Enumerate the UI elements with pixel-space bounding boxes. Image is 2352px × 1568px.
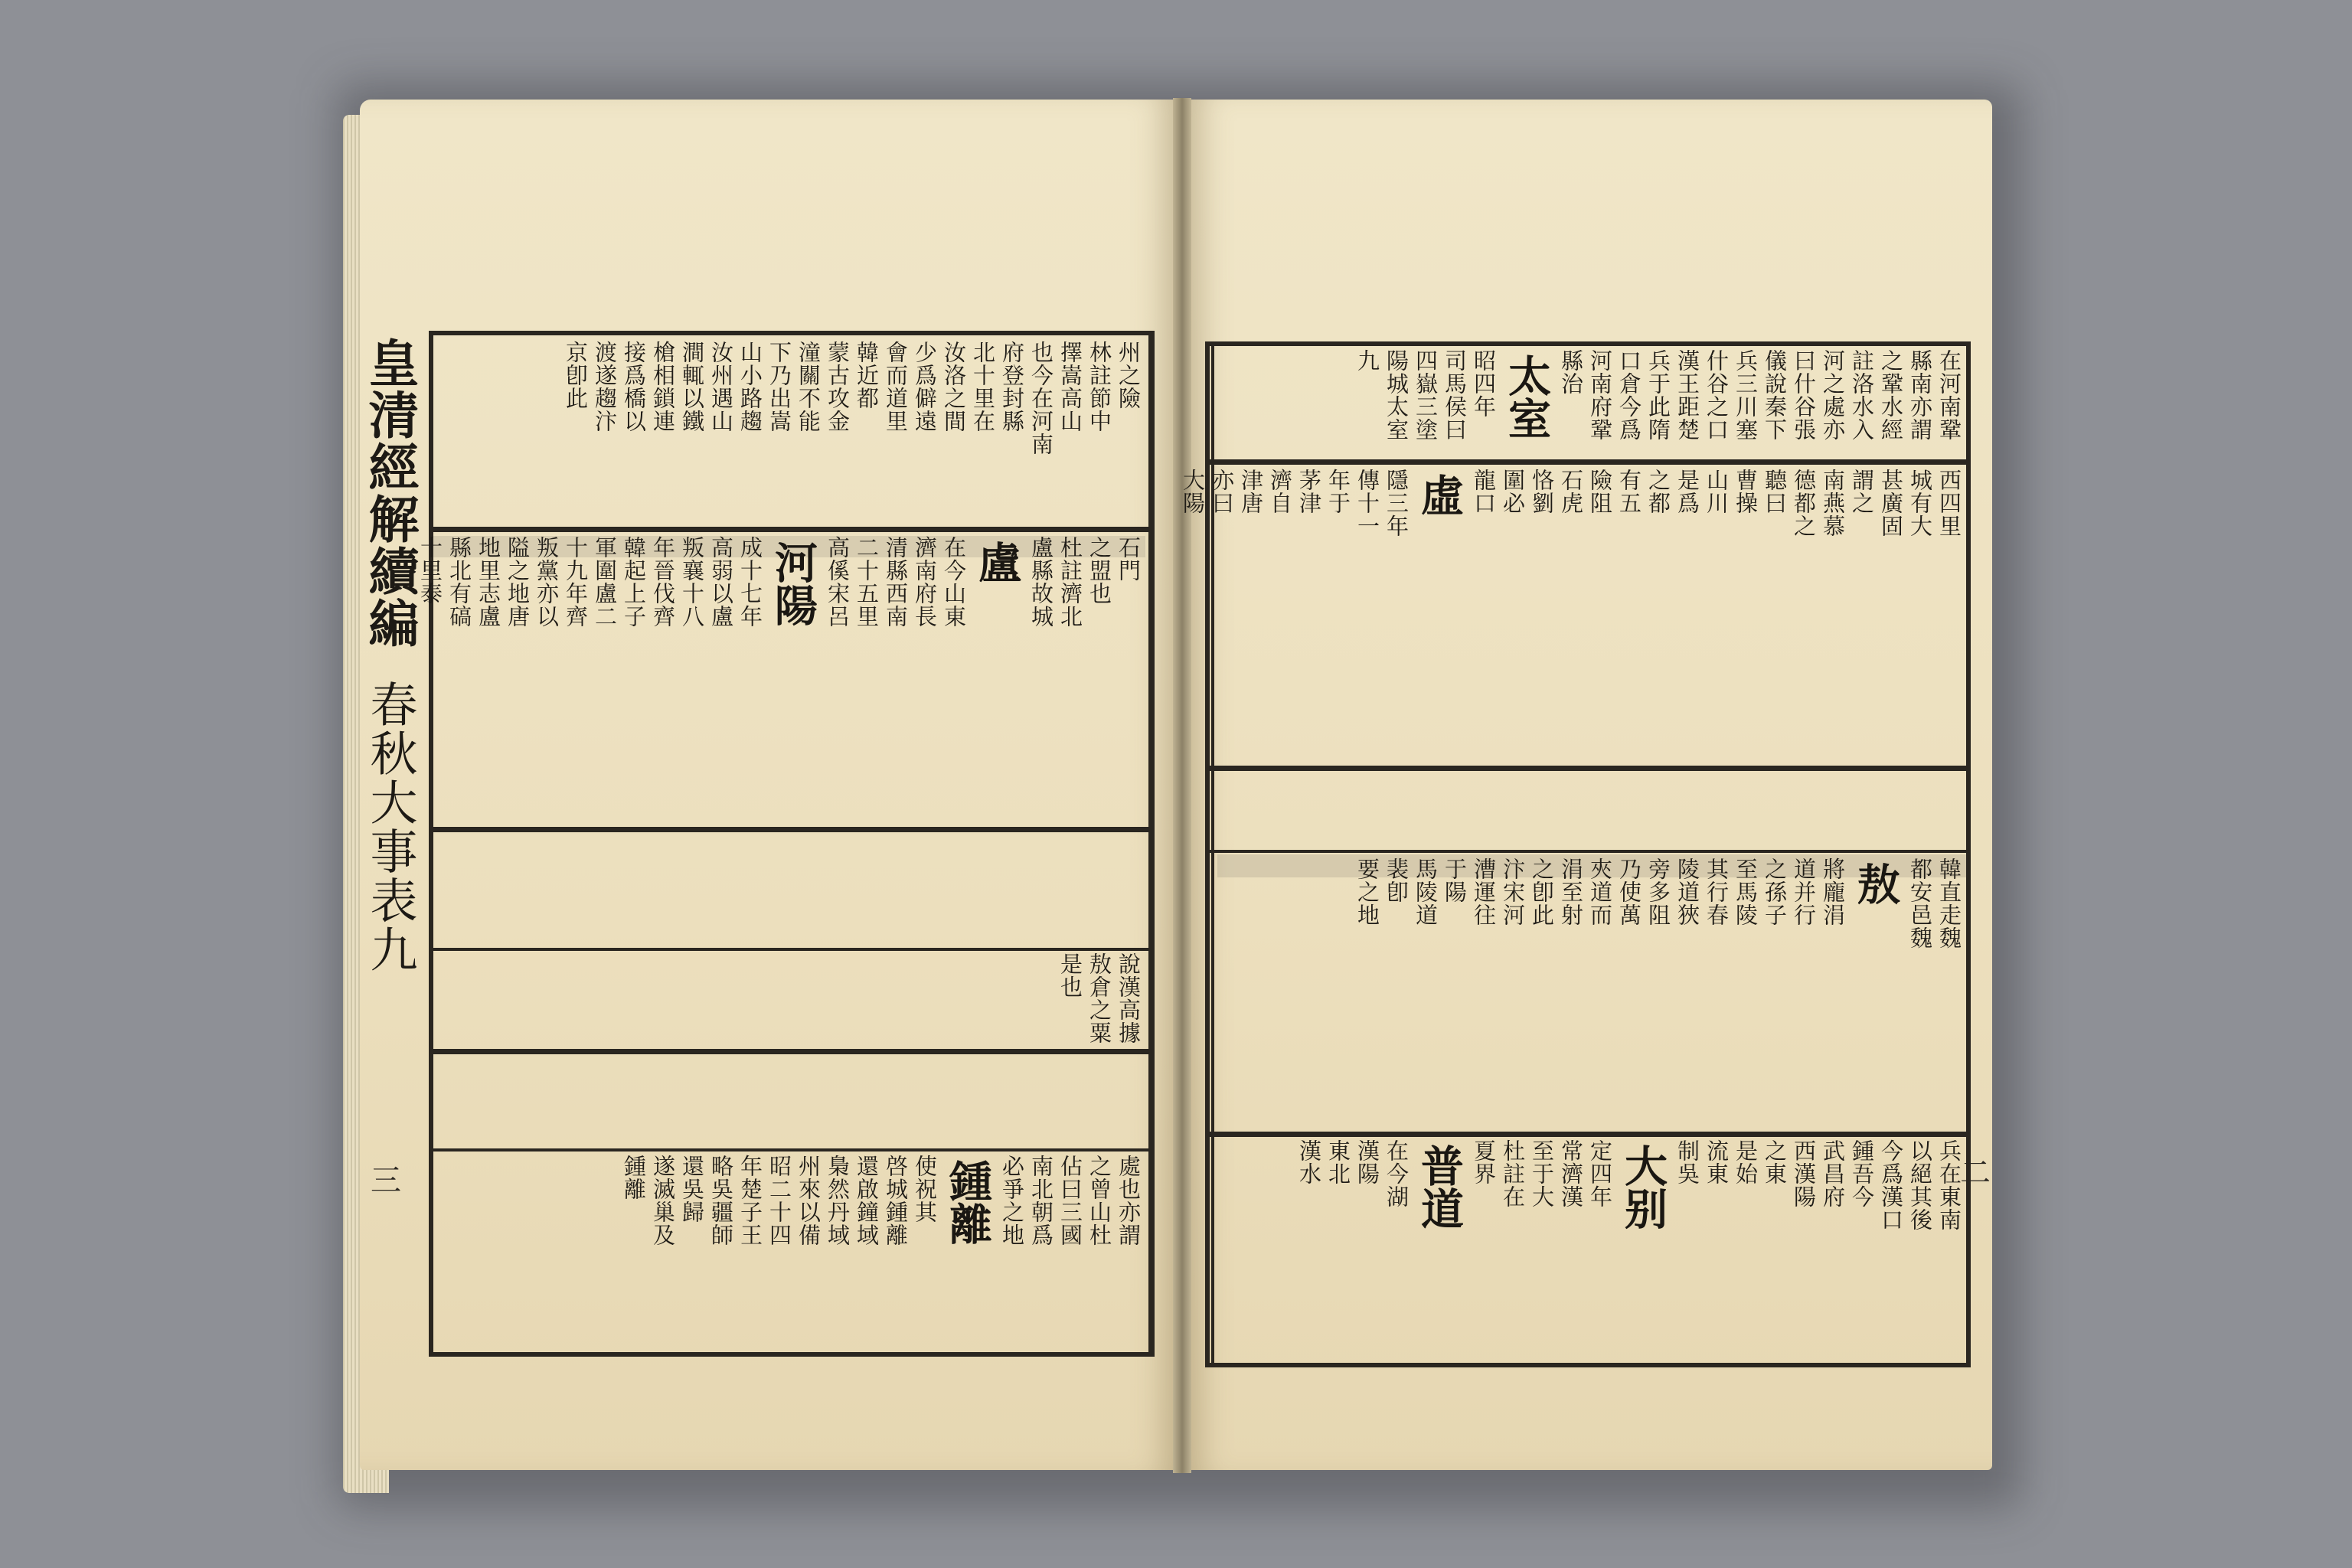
right-row-3 (1220, 858, 1963, 1127)
left-band-divider-1 (429, 527, 1155, 532)
left-row4-col: 還啟鐘域 (854, 1155, 880, 1246)
right-row4-col: 之東 (1762, 1139, 1788, 1185)
right-row4-col: 漢水 (1296, 1139, 1322, 1185)
right-row1b-col: 險阻 (1587, 469, 1613, 514)
right-row3-col: 至馬陵 (1733, 858, 1759, 926)
left-row4-col: 處也亦謂 (1116, 1155, 1142, 1246)
left-row2-col: 韓起上子 (621, 536, 647, 628)
right-band-divider-2 (1205, 766, 1971, 771)
left-row3-col: 說漢高據 (1116, 952, 1142, 1044)
left-row2-col: 高弱以盧 (708, 536, 734, 628)
right-row1b-col: 山川 (1704, 469, 1730, 514)
right-row1-col: 河南府鞏 (1587, 349, 1613, 441)
left-row1-col: 澗輒以鐵 (679, 341, 705, 433)
left-row4-col: 鍾離 (621, 1155, 647, 1200)
left-row2-col: 濟南府長 (912, 536, 938, 628)
right-row1b-col: 圍必 (1500, 469, 1526, 514)
right-row1-col: 兵三川塞 (1733, 349, 1759, 441)
right-row1b-col: 龍口 (1471, 469, 1497, 514)
right-row2-col: 茅津 (1296, 469, 1322, 514)
left-row1-col: 韓近都 (854, 341, 880, 410)
right-row1-col: 註洛水入 (1849, 349, 1875, 441)
left-row4-col: 年楚子王 (737, 1155, 763, 1246)
left-row2-col: 叛襄十八 (679, 536, 705, 628)
left-row4-col: 昭二十四 (766, 1155, 792, 1246)
left-row4-col: 啓城鍾離 (883, 1155, 909, 1246)
left-row-3 (438, 952, 1142, 1044)
left-row4-col: 南北朝爲 (1028, 1155, 1054, 1246)
left-band-divider-4 (429, 1049, 1155, 1054)
right-row3-col: 乃使萬 (1616, 858, 1642, 926)
left-row2-col: 清縣西南 (883, 536, 909, 628)
left-row4-col: 略吳疆師 (708, 1155, 734, 1246)
right-row3-col: 涓至射 (1558, 858, 1584, 926)
right-row4-col: 流東 (1704, 1139, 1730, 1185)
left-row1-col: 會而道里 (883, 341, 909, 433)
left-row2-col: 石門 (1116, 536, 1142, 582)
right-row1b-col: 石虎 (1558, 469, 1584, 514)
right-page-number: 二 (1960, 1155, 1991, 1191)
left-row1-col: 渡遂趨汴 (592, 341, 618, 433)
right-row1-col: 縣治 (1558, 349, 1584, 395)
book-title: 皇清經解續編 (360, 337, 420, 649)
left-band-divider-2 (429, 827, 1155, 832)
left-row1-col: 蒙古攻金 (825, 341, 851, 433)
right-row3-col: 要之地 (1354, 858, 1380, 926)
right-row1-col: 什谷之口 (1704, 349, 1730, 441)
left-row4-col: 州來以備 (795, 1155, 822, 1246)
right-row3-col: 夾道而 (1587, 858, 1613, 926)
right-row4-col: 至于大 (1529, 1139, 1555, 1208)
right-row1-col: 四嶽三塗 (1413, 349, 1439, 441)
right-row1b-col: 有五 (1616, 469, 1642, 514)
right-row3-col: 汴宋河 (1500, 858, 1526, 926)
left-row2-heading: 盧 (972, 541, 1022, 583)
left-row2-col: 成十七年 (737, 536, 763, 628)
left-row1-col: 也今在河南 (1028, 341, 1054, 456)
right-row4-col: 東北 (1325, 1139, 1351, 1185)
right-row1-col: 之鞏水經 (1878, 349, 1904, 441)
left-row1-col: 汝洛之間 (941, 341, 967, 433)
left-row3-col: 敖倉之粟 (1086, 952, 1112, 1044)
right-row3-col: 陵道狹 (1674, 858, 1700, 926)
right-row4-heading: 普道 (1414, 1144, 1465, 1230)
right-row3-col: 裴卽 (1383, 858, 1410, 903)
right-row1-col: 曰什谷張 (1791, 349, 1817, 441)
left-row4-col: 必爭之地 (999, 1155, 1025, 1246)
right-row1-col: 河之處亦 (1820, 349, 1846, 441)
right-row1-col: 兵于此隋 (1645, 349, 1671, 441)
right-row3-col: 都安邑魏 (1907, 858, 1933, 949)
left-row2-col: 二十五里 (854, 536, 880, 628)
left-row4-col: 之曾山杜 (1086, 1155, 1112, 1246)
right-row3-col: 道并行 (1791, 858, 1817, 926)
left-row1-col: 北十里在 (970, 341, 996, 433)
left-row4-heading: 鍾離 (942, 1159, 993, 1245)
right-row-4 (1220, 1139, 1963, 1361)
left-margin-title-column (360, 337, 420, 1363)
right-row4-col: 今爲漢口 (1878, 1139, 1904, 1231)
book-gutter (1173, 98, 1191, 1473)
right-row2-col: 亦曰 (1209, 469, 1235, 514)
right-row1b-col: 西四里 (1936, 469, 1962, 537)
right-row1-col: 在河南鞏 (1936, 349, 1962, 441)
right-row1-col: 陽城太室 (1383, 349, 1410, 441)
left-row2-col: 盧縣故城 (1028, 536, 1054, 628)
right-row4-col: 定四年 (1587, 1139, 1613, 1208)
right-row1b-col: 謂之 (1849, 469, 1875, 514)
right-row4-heading: 大别 (1618, 1144, 1668, 1230)
left-frame-inner-rule (1148, 331, 1152, 1357)
right-row2-col: 濟自 (1267, 469, 1293, 514)
right-row1-col: 漢王距楚 (1674, 349, 1700, 441)
left-row3-col: 是也 (1057, 952, 1083, 998)
left-row2-col: 軍圍盧二 (592, 536, 618, 628)
right-row3-col: 之孫子 (1762, 858, 1788, 926)
left-row4-col: 遂滅巢及 (650, 1155, 676, 1246)
right-row4-col: 西漢陽 (1791, 1139, 1817, 1208)
left-row2-col: 十九年齊 (563, 536, 589, 628)
right-row2-col: 隱三年 (1383, 469, 1410, 537)
left-row4-col: 佔曰三國 (1057, 1155, 1083, 1246)
left-row2-col: 十里泰 (417, 536, 443, 605)
right-row1b-col: 是爲 (1674, 469, 1700, 514)
left-row2-col: 高傒宋呂 (825, 536, 851, 628)
left-row2-col: 年晉伐齊 (650, 536, 676, 628)
left-row1-col: 汝州遇山 (708, 341, 734, 433)
left-row4-col: 使祝其 (912, 1155, 938, 1223)
right-row3-col: 韓直走魏 (1936, 858, 1962, 949)
right-row1-col: 司馬侯曰 (1442, 349, 1468, 441)
left-row4-col: 還吳歸 (679, 1155, 705, 1223)
left-row1-col: 下乃出嵩 (766, 341, 792, 433)
right-row2-col: 年于 (1325, 469, 1351, 514)
left-row-1 (438, 341, 1142, 521)
right-row1-col: 昭四年 (1471, 349, 1497, 418)
right-row4-col: 兵在東南 (1936, 1139, 1962, 1231)
right-row3-col: 之卽此 (1529, 858, 1555, 926)
left-row1-col: 山小路趨 (737, 341, 763, 433)
right-row2-col: 津唐 (1238, 469, 1264, 514)
left-row2-col: 之盟也 (1086, 536, 1112, 605)
right-row1b-col: 恪劉 (1529, 469, 1555, 514)
left-page-number: 三 (371, 1163, 401, 1198)
right-row-1-lower (1180, 469, 1963, 760)
chapter-title: 春秋大事表九 (362, 680, 418, 974)
right-row4-col: 在今湖 (1383, 1139, 1410, 1208)
left-row2-col: 杜註濟北 (1057, 536, 1083, 628)
right-row4-col: 夏界 (1471, 1139, 1497, 1185)
left-row4-col: 梟然丹域 (825, 1155, 851, 1246)
right-row1-col: 縣南亦謂 (1907, 349, 1933, 441)
left-row1-col: 擇嵩高山 (1057, 341, 1083, 433)
right-row4-col: 制吳 (1674, 1139, 1700, 1185)
right-band-divider-3 (1205, 850, 1971, 853)
right-row4-col: 鍾吾今 (1849, 1139, 1875, 1208)
left-row2-col: 縣北有碻 (446, 536, 472, 628)
right-row3-col: 馬陵道 (1413, 858, 1439, 926)
left-row1-col: 潼關不能 (795, 341, 822, 433)
right-row4-col: 是始 (1733, 1139, 1759, 1185)
right-row1-col: 九 (1354, 349, 1380, 372)
left-row2-col: 地里志盧 (475, 536, 501, 628)
right-row1-heading: 太室 (1501, 354, 1552, 439)
right-row1b-col: 南燕慕 (1820, 469, 1846, 537)
right-band-divider-4 (1205, 1132, 1971, 1137)
left-row1-col: 接爲橋以 (621, 341, 647, 433)
right-row2-col: 傳十一 (1354, 469, 1380, 537)
right-row1b-col: 甚廣固 (1878, 469, 1904, 537)
left-band-divider-5 (429, 1148, 1155, 1152)
left-row2-col: 在今山東 (941, 536, 967, 628)
right-row3-col: 漕運往 (1471, 858, 1497, 926)
right-row1b-col: 德都之 (1791, 469, 1817, 537)
right-row3-heading: 敖 (1851, 862, 1901, 905)
right-row4-col: 常濟漢 (1558, 1139, 1584, 1208)
right-row1b-col: 聽曰 (1762, 469, 1788, 514)
left-row-2 (417, 536, 1142, 821)
right-row4-col: 以絕其後 (1907, 1139, 1933, 1231)
left-row1-col: 州之險 (1116, 341, 1142, 410)
left-row2-heading: 河陽 (768, 541, 818, 626)
right-row3-col: 于陽 (1442, 858, 1468, 903)
left-row2-col: 叛黨亦以 (534, 536, 560, 628)
right-row3-col: 將龐涓 (1820, 858, 1846, 926)
right-row4-col: 武昌府 (1820, 1139, 1846, 1208)
left-row1-col: 府登封縣 (999, 341, 1025, 433)
right-row2-heading: 虛 (1414, 473, 1465, 516)
right-row1-col: 儀說秦下 (1762, 349, 1788, 441)
left-row1-col: 林註節中 (1086, 341, 1112, 433)
left-row2-col: 隘之地唐 (505, 536, 531, 628)
right-row1b-col: 之都 (1645, 469, 1671, 514)
left-row1-col: 槍相鎖連 (650, 341, 676, 433)
right-row3-col: 其行春 (1704, 858, 1730, 926)
left-row-4 (438, 1155, 1142, 1352)
right-row4-col: 杜註在 (1500, 1139, 1526, 1208)
right-row2-col: 大陽 (1180, 469, 1206, 514)
left-band-divider-3 (429, 948, 1155, 951)
right-row3-col: 旁多阻 (1645, 858, 1671, 926)
right-row1-col: 口倉今爲 (1616, 349, 1642, 441)
right-row1b-col: 城有大 (1907, 469, 1933, 537)
right-row4-col: 漢陽 (1354, 1139, 1380, 1185)
left-row1-col: 少爲僻遠 (912, 341, 938, 433)
left-row1-col: 京卽此 (563, 341, 589, 410)
right-row1b-col: 曹操 (1733, 469, 1759, 514)
